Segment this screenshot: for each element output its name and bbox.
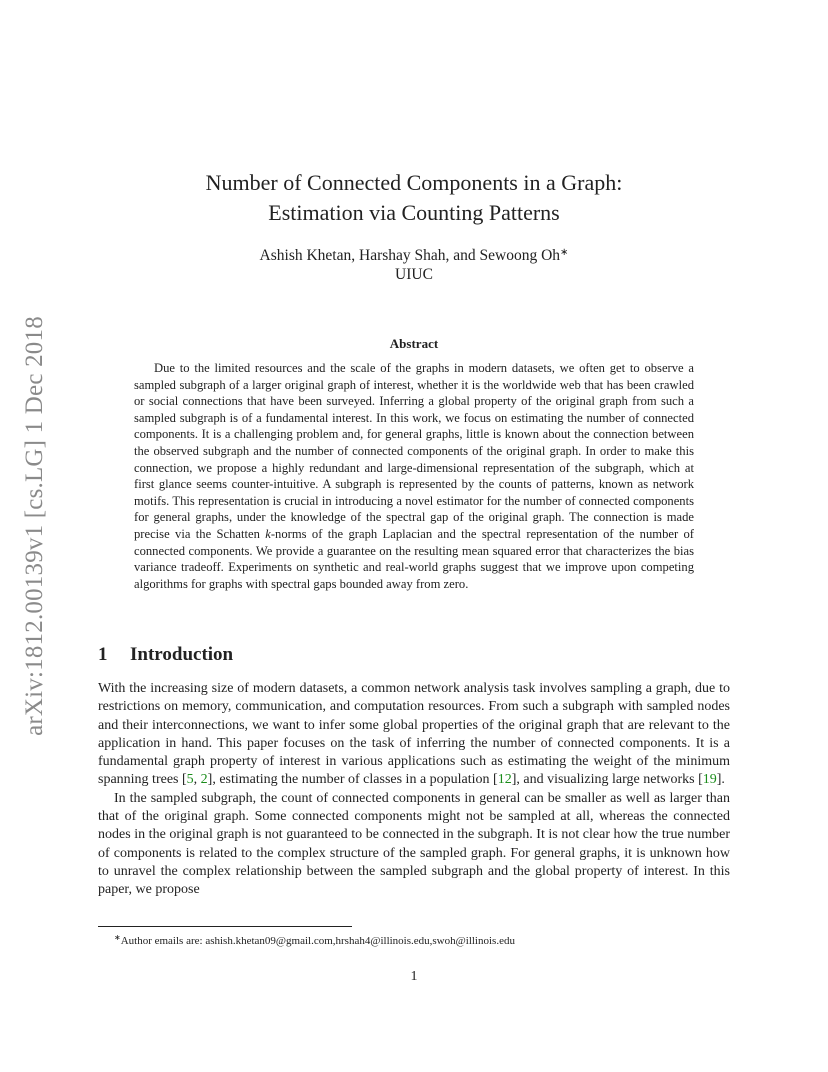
abstract-heading: Abstract — [389, 336, 439, 351]
intro-paragraph-1 — [98, 680, 730, 790]
intro-p1-text-a: With the increasing size of modern datasets, a common network analysis task involves sampling a graph, due to restrictions on memory, communication, and computation resources. From such a subgraph with sampled nodes and their interconnections, we want to infer some global properties of the original graph that are relevant to the application in hand. This paper focuses on the task of inferring the number of connected components. It is a fundamental graph property of interest in various applications such as estimating the weight of the minimum spanning trees [ — [98, 681, 730, 788]
section-number: 1 — [98, 644, 108, 665]
author-names: Ashish Khetan, Harshay Shah, and Sewoong Oh — [259, 247, 561, 264]
citation-link-12[interactable]: 12 — [497, 772, 512, 788]
footnote-divider — [98, 926, 352, 927]
citation-link-19[interactable]: 19 — [702, 772, 717, 788]
intro-paragraph-2: In the sampled subgraph, the count of connected components in general can be smaller as well as larger than that of the original graph. Some connected components might not be sampled at all, whereas the connected nodes in the original graph is not guaranteed to be connected in the subgraph. It is not clear how the true number of components is related to the complex structure of the sampled graph. For general graphs, it is unknown how to unravel the complex relationship between the sampled subgraph and the global property of interest. In this paper, we propose — [98, 790, 730, 898]
footnote-text: Author emails are: ashish.khetan09@gmail.com,hrshah4@illinois.edu,swoh@illinois.edu — [120, 935, 515, 947]
intro-p1-text-c: ], estimating the number of classes in a population [ — [207, 772, 498, 788]
abstract-text-part-2: -norms of the graph Laplacian and the spectral representation of the number of connected components. We provide a guarantee on the resulting mean squared error that characterizes the bias variance tradeoff. Experiments on synthetic and real-world graphs suggest that we improve upon competing algorithms for graphs with spectral gaps bounded away from zero. — [134, 526, 694, 591]
intro-p1-text-e: ]. — [716, 772, 725, 788]
author-names-line — [0, 243, 828, 265]
abstract-body — [134, 360, 694, 592]
author-email-footnote — [114, 931, 515, 948]
intro-p1-text-b: , — [193, 772, 201, 788]
citation-link-5[interactable]: 5 — [186, 772, 194, 788]
abstract-k-symbol: k — [265, 526, 271, 541]
citation-link-2[interactable]: 2 — [200, 772, 208, 788]
author-affiliation: UIUC — [395, 266, 433, 283]
abstract-text-part-1: Due to the limited resources and the scale of the graphs in modern datasets, we often get to observe a sampled subgraph of a larger original graph of interest, whether it is the worldwide web that has been crawled or social connections that have been surveyed. Inferring a global property of the original graph from such a sampled subgraph is of a fundamental interest. In this work, we focus on estimating the number of connected components. It is a challenging problem and, for general graphs, little is known about the connection between the observed subgraph and the number of connected components of the original graph. In order to make this connection, we propose a highly redundant and large-dimensional representation of the subgraph, which at first glance seems counter-intuitive. A subgraph is represented by the counts of patterns, known as network motifs. This representation is crucial in introducing a novel estimator for the number of connected components for general graphs, under the knowledge of the spectral gap of the original graph. The connection is made precise via the Schatten — [134, 361, 694, 541]
section-title: Introduction — [130, 644, 234, 665]
section-heading-introduction — [98, 644, 233, 666]
paper-title-line-2: Estimation via Counting Patterns — [268, 200, 560, 225]
introduction-body — [98, 680, 730, 900]
page-number: 1 — [410, 969, 418, 984]
author-footnote-mark: ∗ — [560, 247, 569, 258]
arxiv-identifier-stamp — [14, 292, 56, 760]
paper-title — [0, 168, 828, 228]
paper-title-line-1: Number of Connected Components in a Graph: — [205, 170, 623, 195]
arxiv-identifier-text: arXiv:1812.00139v1 [cs.LG] 1 Dec 2018 — [21, 316, 49, 736]
intro-p1-text-d: ], and visualizing large networks [ — [511, 772, 703, 788]
author-block — [0, 243, 828, 284]
footnote-mark: ∗ — [114, 933, 121, 942]
